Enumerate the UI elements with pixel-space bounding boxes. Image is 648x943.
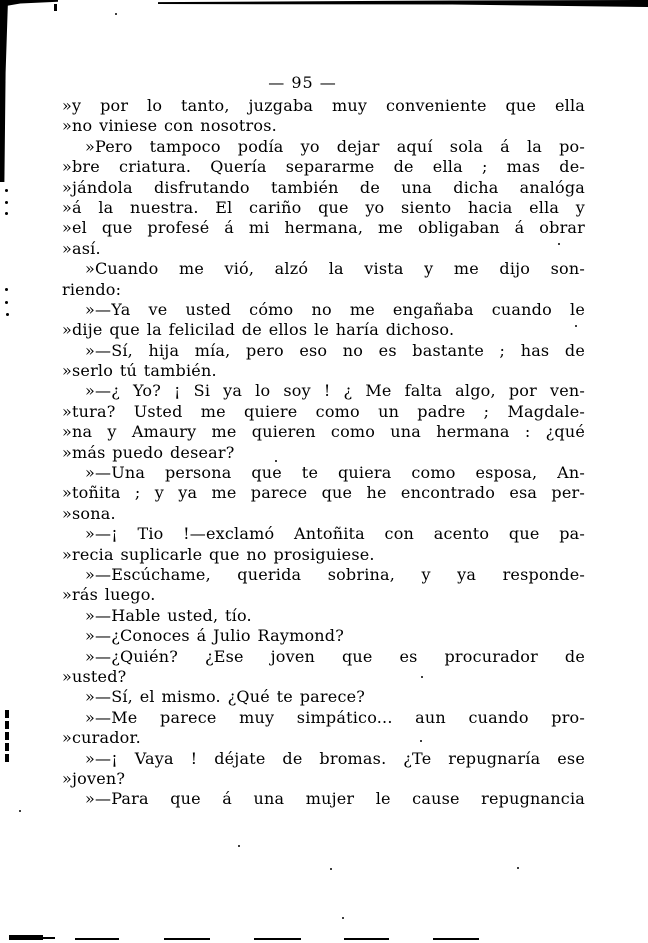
scan-artifact-bottom-segment (254, 938, 301, 940)
scan-speck (5, 212, 8, 215)
text-line: »—Sí, el mismo. ¿Qué te parece? (85, 687, 366, 707)
text-line: »—Hable usted, tío. (85, 605, 252, 625)
text-line: riendo: (62, 279, 122, 299)
text-line: »toñita ; y ya me parece que he encontrado esa per- (62, 483, 585, 503)
scan-artifact-bottom-segment (75, 938, 119, 940)
scan-speck (5, 301, 8, 304)
text-line: »—Escúchame, querida sobrina, y ya responde- (85, 564, 585, 584)
text-line: »—¿Quién? ¿Ese joven que es procurador de (85, 646, 585, 666)
text-line: »más puedo desear? (62, 442, 235, 462)
text-line: »—¡ Tio !—exclamó Antoñita con acento que pa- (85, 524, 585, 544)
text-line: »y por lo tanto, juzgaba muy conveniente que ella (62, 96, 585, 115)
scan-artifact-bottom-segment (42, 937, 55, 939)
text-line: »sona. (62, 503, 116, 523)
text-line: »Cuando me vió, alzó la vista y me dijo son- (85, 259, 585, 279)
text-line: »Pero tampoco podía yo dejar aquí sola á la po- (85, 136, 585, 156)
text-line: »—Sí, hija mía, pero eso no es bastante ; has de (85, 340, 585, 360)
text-line: »—¿Conoces á Julio Raymond? (85, 626, 345, 646)
scan-speck (330, 868, 332, 870)
text-line: »jándola disfrutando también de una dicha analóga (62, 177, 585, 197)
text-line: »así. (62, 238, 101, 258)
scan-artifact-left-dashed-mark (5, 710, 9, 762)
scan-speck (238, 845, 240, 847)
text-line: »el que profesé á mi hermana, me obligaban á obrar (62, 218, 585, 238)
scan-speck (5, 201, 8, 204)
scan-artifact-bottom-segment (344, 938, 389, 940)
scan-speck (54, 4, 57, 11)
page-number: — 95 — (268, 73, 337, 92)
scan-speck (5, 288, 8, 291)
text-line: »—Una persona que te quiera como esposa, An- (85, 463, 585, 483)
text-line: »curador. (62, 728, 141, 748)
scan-speck (5, 189, 8, 192)
scan-speck (19, 810, 21, 812)
text-line: »á la nuestra. El cariño que yo siento hacia ella y (62, 197, 585, 217)
text-line: »—¿ Yo? ¡ Si ya lo soy ! ¿ Me falta algo, por ven- (85, 381, 585, 401)
text-line: »—Me parece muy simpático... aun cuando pro- (85, 707, 585, 727)
text-line: »joven? (62, 768, 126, 788)
scan-artifact-top-right-line (158, 0, 648, 7)
scan-speck (342, 917, 344, 919)
scan-artifact-bottom-segment (164, 938, 210, 940)
text-line: »—Ya ve usted cómo no me engañaba cuando le (85, 299, 585, 319)
text-line: »dije que la felicilad de ellos le haría dichoso. (62, 320, 455, 340)
scan-artifact-top-left-wedge (0, 0, 58, 7)
scan-artifact-bottom-segment (9, 935, 43, 940)
text-line: »serlo tú también. (62, 361, 217, 381)
scan-artifact-left-edge-line (0, 0, 8, 182)
text-line: »bre criatura. Quería separarme de ella ; mas de- (62, 157, 585, 177)
scan-speck (517, 867, 519, 869)
text-line: »no viniese con nosotros. (62, 116, 277, 136)
text-line: »tura? Usted me quiere como un padre ; Magdale- (62, 401, 585, 421)
text-line: »recia suplicarle que no prosiguiese. (62, 544, 375, 564)
scan-speck (115, 13, 117, 15)
text-line: »—¡ Vaya ! déjate de bromas. ¿Te repugnaría ese (85, 748, 585, 768)
page-text (62, 96, 585, 810)
scan-artifact-bottom-segment (433, 938, 479, 940)
text-line: »usted? (62, 666, 127, 686)
text-line: »—Para que á una mujer le cause repugnancia (85, 789, 585, 809)
text-line: »rás luego. (62, 585, 156, 605)
scan-speck (6, 313, 9, 316)
text-line: »na y Amaury me quieren como una hermana : ¿qué (62, 422, 585, 442)
